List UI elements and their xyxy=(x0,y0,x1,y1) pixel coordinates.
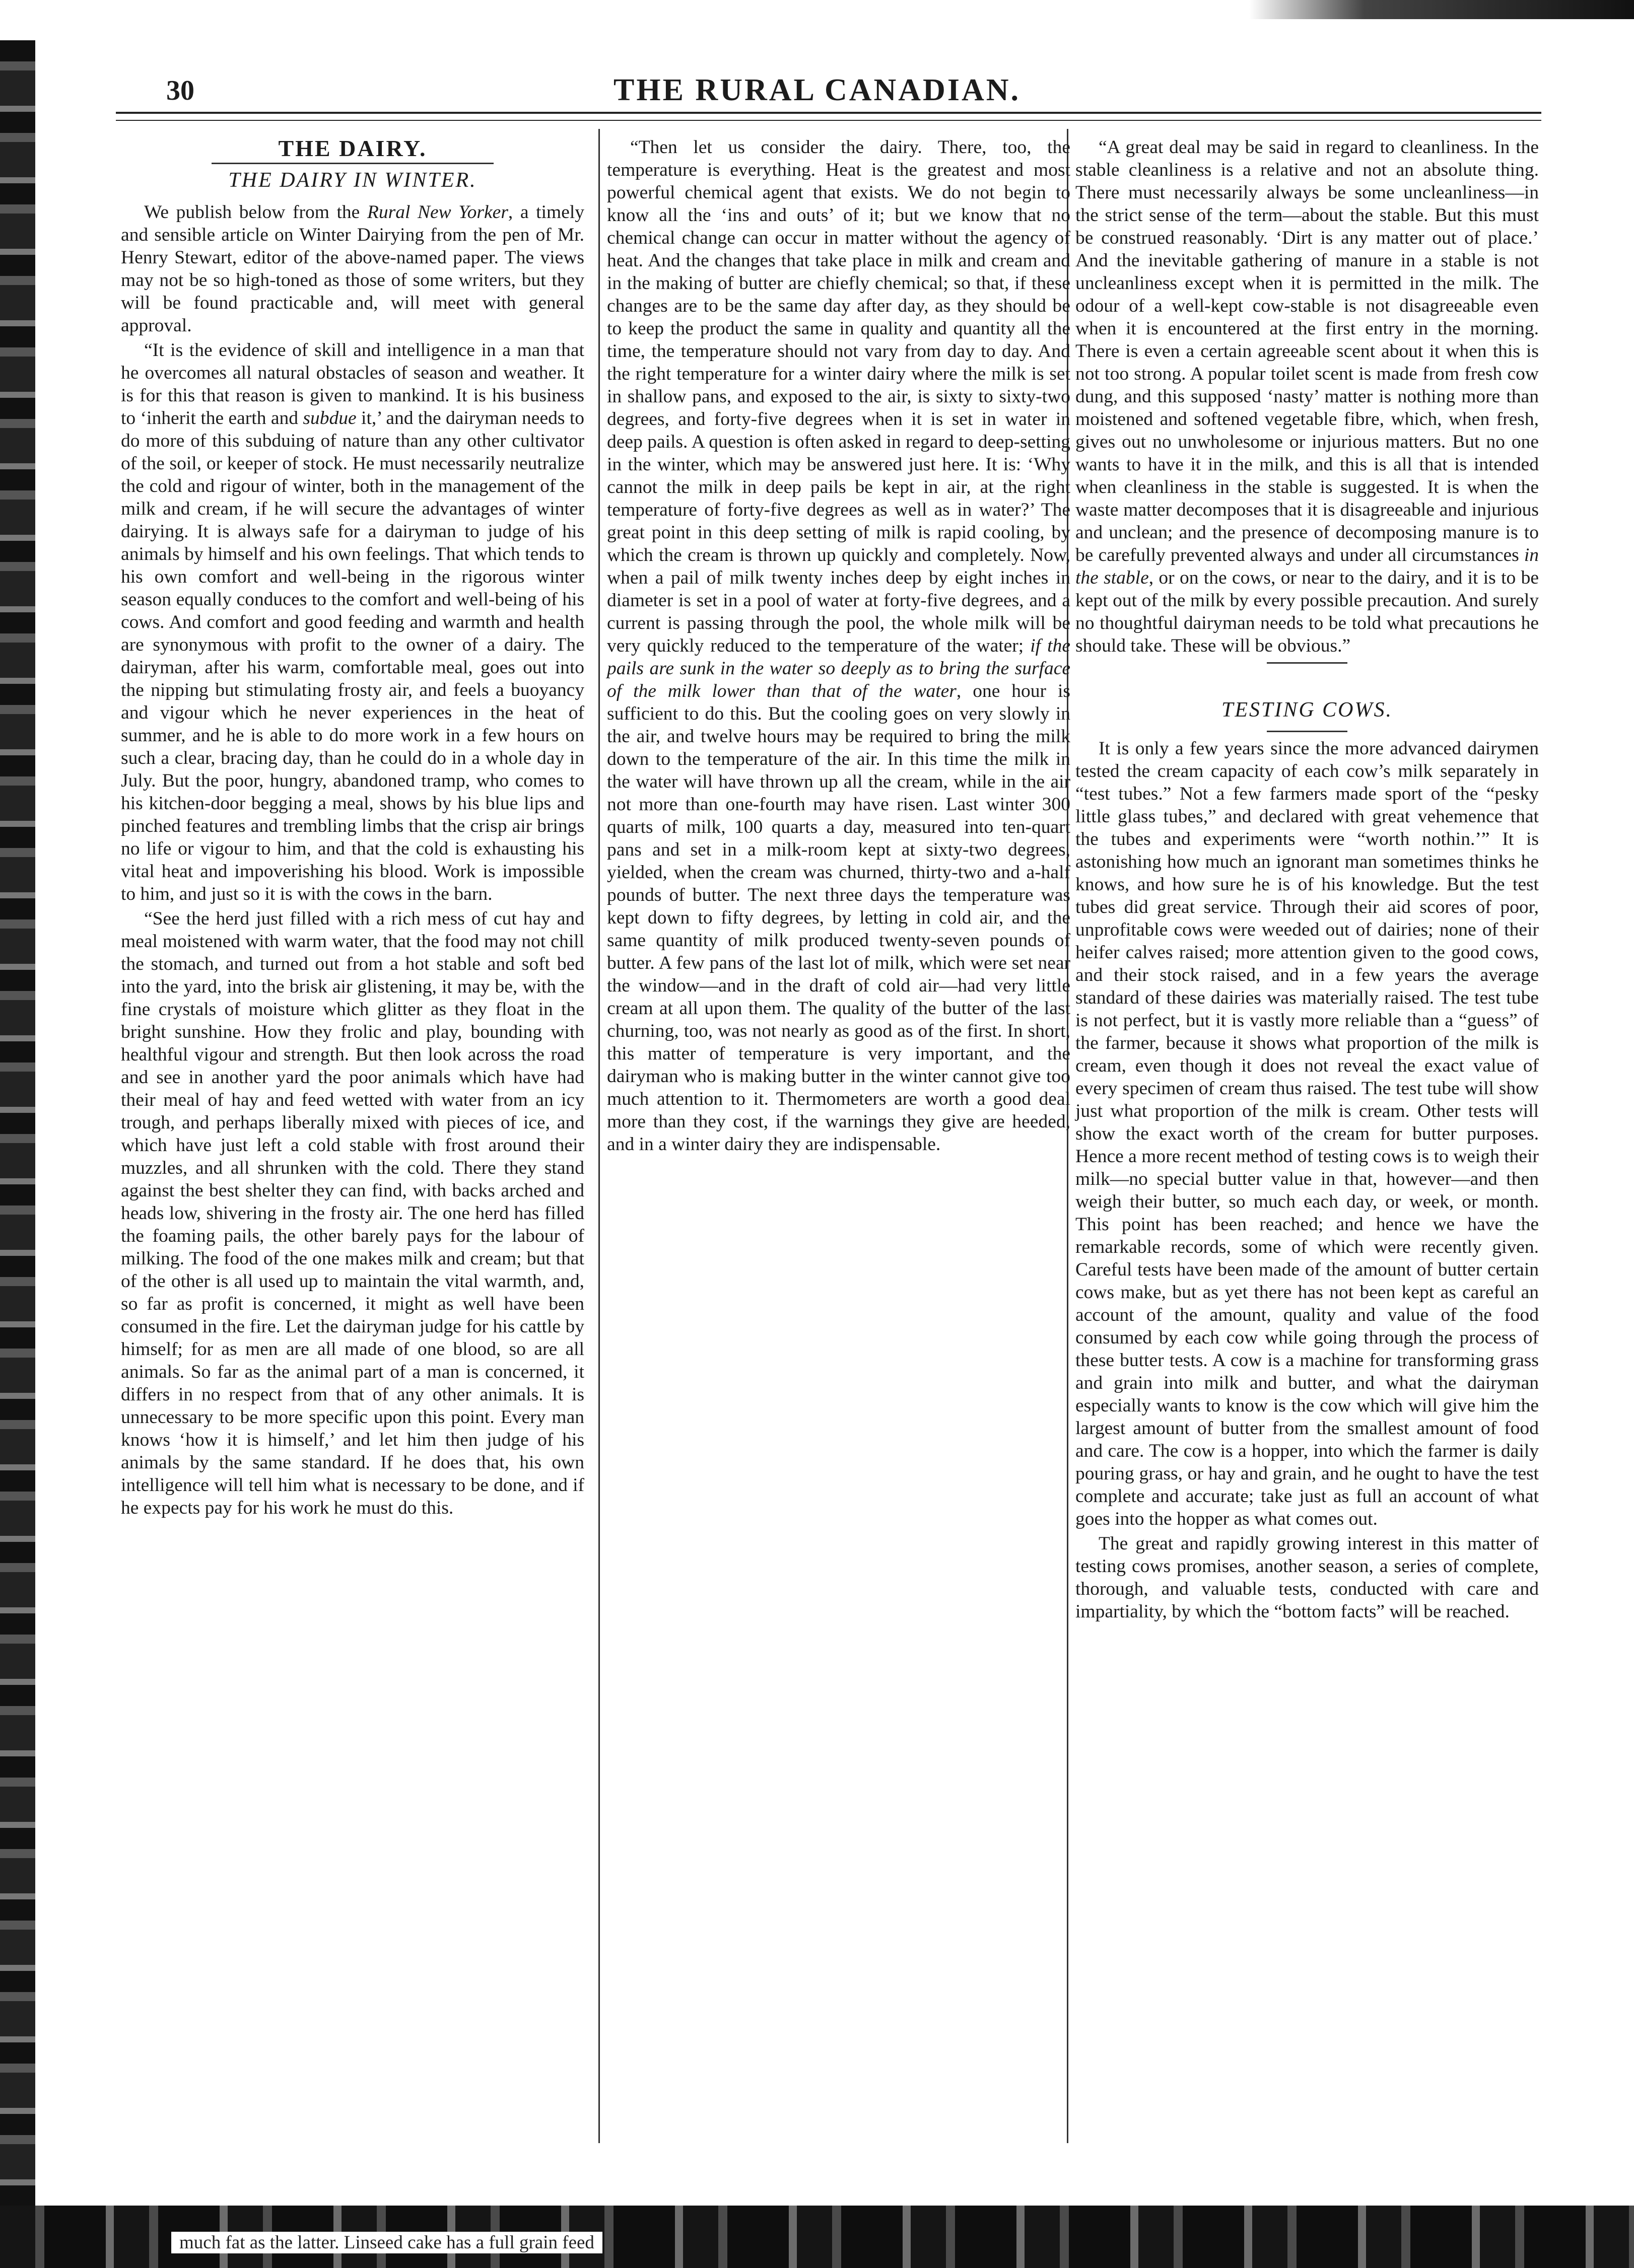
article-paragraph: We publish below from the Rural New Yorker, a timely and sensible article on Winter Dairying from the pen of Mr. Henry Stewart, editor of the above-named paper. The views may not be so high-toned as those of some writers, but they will be found practicable and, will meet with general approval. xyxy=(121,202,585,336)
column-2 xyxy=(607,136,1070,1156)
article-paragraph: “Then let us consider the dairy. There, too, the temperature is everything. Heat is the greatest and most powerful chemical agent that exists. We do not begin to know all the ‘ins and outs’ of it; but we know that no chemical change can occur in matter without the agency of heat. And the changes that take place in milk and cream and in the making of butter are chiefly chemical; so that, if these changes are to be the same day after day, as they should be to keep the product the same in quality and quantity all the time, the temperature should not vary from day to day. And the right temperature for a winter dairy where the milk is set in shallow pans, and exposed to the air, is sixty to sixty-two degrees, and forty-five degrees when it is set in water in deep pails. A question is often asked in regard to deep-setting in the winter, which may be answered just here. It is: ‘Why cannot the milk in deep pails be kept in air, at the right temperature of forty-five degrees as well as in water?’ The great point in this deep setting of milk is rapid cooling, by which the cream is thrown up quickly and completely. Now, when a pail of milk twenty inches deep by eight inches in diameter is set in a pool of water at forty-five degrees, and a current is passing through the pool, the whole milk will be very quickly reduced to the temperature of the water; if the pails are sunk in the water so deeply as to bring the surface of the milk lower than that of the water, one hour is sufficient to do this. But the cooling goes on very slowly in the air, and twelve hours may be required to bring the milk down to the temperature of the air. In this time the milk in the water will have thrown up all the cream, while in the air not more than one-fourth may have risen. Last winter 300 quarts of milk, 100 quarts a day, measured into ten-quart pans and set in a milk-room kept at sixty-two degrees, yielded, when the cream was churned, thirty-two and a-half pounds of butter. The next three days the temperature was kept down to fifty degrees, by letting in cold air, and the same quantity of milk produced twenty-seven pounds of butter. A few pans of the last lot of milk, which were set near the window—and in the draft of cold air—had very little cream at all upon them. The quality of the butter of the last churning, too, was not nearly as good as of the first. In short, this matter of temperature is very important, and the dairyman who is making butter in the winter cannot give too much attention to it. Thermometers are worth a good deal more than they cost, if the warnings they give are heeded, and in a winter dairy they are indispensable. xyxy=(607,137,1070,1155)
page-number: 30 xyxy=(166,75,194,106)
article-title-rule xyxy=(1267,731,1347,732)
scan-edge-shadow-top xyxy=(1249,0,1634,19)
column-divider xyxy=(598,129,600,2143)
article-paragraph: “See the herd just filled with a rich mess of cut hay and meal moistened with warm water, that the food may not chill the stomach, and turned out from a hot stable and soft bed into the yard, into the brisk air glistening, it may be, with the fine crystals of moisture which glitter as they float in the bright sunshine. How they frolic and play, bounding with healthful vigour and strength. But then look across the road and see in another yard the poor animals which have had their meal of hay and feed wetted with water from an icy trough, and perhaps liberally mixed with pieces of ice, and which have just left a cold stable with frost around their muzzles, and all shrunken with the cold. There they stand against the best shelter they can find, with backs arched and heads low, shivering in the frosty air. The one herd has filled the foaming pails, the other barely pays for the labour of milking. The food of the one makes milk and cream; but that of the other is all used up to maintain the vital warmth, and, so far as profit is concerned, it might as well have been consumed in the fire. Let the dairyman judge for his cattle by himself; for as men are all made of one blood, so are all animals. So far as the animal part of a man is concerned, it differs in no respect from that of any other animals. It is unnecessary to be more specific upon this point. Every man knows ‘how it is himself,’ and let him then judge of his animals by the same standard. If he does that, his own intelligence will tell him what is necessary to be done, and if he expects pay for his work he must do this. xyxy=(121,908,584,1518)
masthead: THE RURAL CANADIAN. xyxy=(613,73,1020,107)
article-paragraph: “It is the evidence of skill and intelligence in a man that he overcomes all natural obstacles of season and weather. It is for this that reason is given to mankind. It is his business to ‘inherit the earth and subdue it,’ and the dairyman needs to do more of this subduing of nature than any other cultivator of the soil, or keeper of stock. He must necessarily neutralize the cold and rigour of winter, both in the management of the milk and cream, if he will secure the advantages of winter dairying. It is always safe for a dairyman to judge of his animals by himself and his own feelings. That which tends to his own comfort and well-being in the rigorous winter season equally conduces to the comfort and well-being of his cows. And comfort and good feeding and warmth and health are synonymous with profit to the owner of a dairy. The dairyman, after his warm, comfortable meal, goes out into the nipping but stimulating frosty air, and feels a buoyancy and vigour which he never experiences in the heat of summer, and he is able to do more work in a few hours on such a clear, bracing day, than he could do in a whole day in July. But the poor, hungry, abandoned tramp, who comes to his kitchen-door begging a meal, shows by his blue lips and pinched features and trembling limbs that the crisp air brings no life or vigour to him, and that the cold is exhausting his vital heat and impoverishing his blood. Work is impossible to him, and just so it is with the cows in the barn. xyxy=(121,340,584,904)
article-title: TESTING COWS. xyxy=(1221,698,1393,722)
article-paragraph: The great and rapidly growing interest in this matter of testing cows promises, another season, a series of complete, thorough, and valuable tests, conducted with care and impartiality, by which the “bottom facts” will be reached. xyxy=(1075,1533,1539,1622)
article-title: THE DAIRY IN WINTER. xyxy=(228,169,477,192)
article-paragraph: It is only a few years since the more advanced dairymen tested the cream capacity of each cow’s milk separately in “test tubes.” Not a few farmers made sport of the “pesky little glass tubes,” and declared with great vehemence that the tubes and experiments were “worth nothin.’” It is astonishing how much an ignorant man sometimes thinks he knows, and how sure he is of his knowledge. But the test tubes did great service. Through their aid scores of poor, unprofitable cows were weeded out of dairies; none of their heifer calves raised; more attention given to the good cows, and their stock raised, and in a few years the average standard of these dairies was materially raised. The test tube is not perfect, but it is vastly more reliable than a “guess” of the farmer, because it shows what proportion of the milk is cream, even though it does not reveal the exact value of every specimen of cream thus raised. The test tube will show just what proportion of the milk is cream. Other tests will show the exact worth of the cream for butter purposes. Hence a more recent method of testing cows is to weigh their milk—no special butter value in that, however—and then weigh their butter, so much each day, or week, or month. This point has been reached; and hence we have the remarkable records, some of which were recently given. Careful tests have been made of the amount of butter certain cows make, but as yet there has not been kept as careful an account of the amount, quality and value of the food consumed by each cow while going through the process of these butter tests. A cow is a machine for transforming grass and grain into milk and butter, and what the dairyman especially wants to know is the cow which will give him the largest amount of butter from the smallest amount of food and care. The cow is a hopper, into which the farmer is daily pouring grass, or hay and grain, and he ought to have the test complete and accurate; take just as full an account of what goes into the hopper as what comes out. xyxy=(1075,738,1539,1529)
article-separator xyxy=(1267,662,1347,664)
footer-fragment: much fat as the latter. Linseed cake has a full grain feed xyxy=(171,2232,602,2253)
column-1 xyxy=(121,136,584,1519)
section-title: THE DAIRY. xyxy=(278,135,427,161)
column-3 xyxy=(1075,136,1539,1623)
article-paragraph: “A great deal may be said in regard to cleanliness. In the stable cleanliness is a relative and not an absolute thing. There must necessarily always be some uncleanliness—in the strict sense of the term—about the stable. But this must be construed reasonably. ‘Dirt is any matter out of place.’ And the inevitable gathering of manure in a stable is not uncleanliness except when it is permitted in the milk. The odour of a well-kept cow-stable is not disagreeable even when it is encountered at the first entry in the morning. There is even a certain agreeable scent about it when this is not too strong. A popular toilet scent is made from fresh cow dung, and this supposed ‘nasty’ matter is nothing more than moistened and softened vegetable fibre, which, when fresh, gives out no unwholesome or injurious matters. But no one wants to have it in the milk, and this is all that is intended when cleanliness in the stable is suggested. It is when the waste matter decomposes that it is disagreeable and injurious and unclean; and the presence of decomposing manure is to be carefully prevented always and under all circumstances in the stable, or on the cows, or near to the dairy, and it is to be kept out of the milk by every possible precaution. And surely no thoughtful dairyman needs to be told what precautions he should take. These will be obvious.” xyxy=(1075,137,1539,656)
header-rule xyxy=(116,112,1541,121)
section-title-rule xyxy=(212,163,494,164)
scan-edge-shadow-left xyxy=(0,40,35,2268)
